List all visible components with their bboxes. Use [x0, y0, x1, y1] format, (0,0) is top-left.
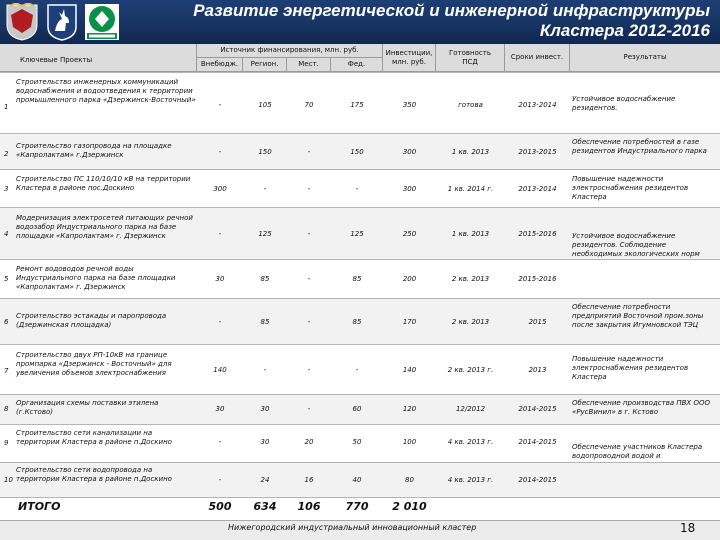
result-text: Устойчивое водоснабжение резидентов. Соблюдение необходимых экологических норм: [572, 232, 700, 258]
project-name: Строительство сети водопровода на территории Кластера в районе п.Доскино: [16, 466, 172, 483]
terms-value: 2014-2015: [518, 476, 557, 484]
title-line-1: Развитие энергетической и инженерной инфраструктуры: [193, 1, 710, 20]
table-row: [0, 133, 720, 169]
local-value: -: [307, 230, 311, 238]
federal-value: -: [355, 185, 359, 193]
row-number: 8: [4, 405, 9, 413]
page-title: [193, 1, 710, 41]
result-text: Повышение надежности электроснабжения резидентов Кластера: [572, 355, 689, 381]
terms-header: Сроки инвест.: [505, 44, 570, 72]
federal-header: Фед.: [331, 58, 383, 72]
coat-of-arms-icon: [4, 3, 40, 41]
terms-value: 2013-2014: [518, 101, 557, 109]
regional-value: 85: [260, 275, 270, 283]
federal-value: 50: [352, 438, 362, 446]
extrabudget-value: 140: [213, 366, 227, 374]
terms-value: 2015: [528, 318, 547, 326]
total-local: 106: [297, 500, 321, 513]
row-number: 6: [4, 318, 9, 326]
result-text: Обеспечение потребностей в газе резидентов Индустриального парка: [572, 138, 707, 155]
page-number: 18: [680, 521, 696, 535]
extrabudget-value: -: [218, 101, 222, 109]
project-name: Строительство сети канализации на территории Кластера в районе п.Доскино: [16, 429, 172, 446]
federal-value: -: [355, 366, 359, 374]
federal-value: 150: [350, 148, 364, 156]
project-name: Ремонт водоводов речной воды Индустриального парка на базе площадки «Капролактам» г. Дзержинск: [16, 265, 176, 291]
psd-value: 12/2012: [455, 405, 486, 413]
result-text: Обеспечение производства ПВХ ООО «РусВинил» в г. Кстово: [572, 399, 710, 416]
terms-value: 2013-2014: [518, 185, 557, 193]
row-number: 1: [4, 103, 9, 111]
results-header: Результаты: [570, 44, 720, 72]
total-regional: 634: [253, 500, 277, 513]
regional-value: 150: [258, 148, 272, 156]
extrabudget-value: -: [218, 230, 222, 238]
investment-value: 250: [402, 230, 417, 238]
extrabudget-value: 30: [215, 275, 225, 283]
psd-header: Готовность ПСД: [436, 44, 505, 72]
projects-header: [0, 44, 197, 72]
funding-source-header: Источник финансирования, млн. руб.: [197, 44, 383, 58]
row-number: 9: [4, 439, 9, 447]
row-number: 2: [4, 150, 9, 158]
psd-value: 4 кв. 2013 г.: [447, 476, 494, 484]
extrabudget-value: -: [218, 438, 222, 446]
investment-value: 300: [402, 185, 417, 193]
row-number: 7: [4, 367, 9, 375]
project-name: Организация схемы поставки этилена (г.Кстово): [16, 399, 159, 416]
regional-value: 30: [260, 405, 270, 413]
local-value: -: [307, 275, 311, 283]
psd-value: 4 кв. 2013 г.: [447, 438, 494, 446]
regional-value: -: [263, 366, 267, 374]
row-number: 4: [4, 230, 9, 238]
investment-value: 140: [402, 366, 417, 374]
federal-value: 125: [350, 230, 364, 238]
table-row: [0, 394, 720, 424]
terms-value: 2015-2016: [518, 230, 557, 238]
local-value: -: [307, 185, 311, 193]
row-number: 10: [4, 476, 13, 484]
psd-value: 1 кв. 2013: [451, 148, 490, 156]
federal-value: 85: [352, 318, 362, 326]
extrabudget-value: 30: [215, 405, 225, 413]
investment-value: 80: [405, 476, 414, 484]
local-value: -: [307, 318, 311, 326]
extrabudget-value: -: [218, 318, 222, 326]
project-name: Строительство эстакады и паропровода (Дзержинская площадка): [16, 312, 167, 329]
table-row: [0, 298, 720, 344]
regional-value: 85: [260, 318, 270, 326]
project-name: Строительство ПС 110/10/10 кВ на территории Кластера в районе пос.Доскино: [16, 175, 191, 192]
result-text: Устойчивое водоснабжение резидентов.: [572, 95, 676, 112]
total-investment: 2 010: [392, 500, 427, 513]
regional-value: -: [263, 185, 267, 193]
project-name: Модернизация электросетей питающих речной водозабор Индустриального парка на базе площадки «Капролактам» г. Дзержинск: [16, 214, 193, 240]
investment-value: 170: [402, 318, 417, 326]
project-name: Строительство двух РП-10кВ на границе промпарка «Дзержинск - Восточный» для увеличения объемов электроснабжения: [16, 351, 172, 377]
federal-value: 40: [352, 476, 362, 484]
table-row: [0, 259, 720, 298]
deer-logo-icon: [44, 3, 80, 41]
regional-value: 125: [258, 230, 272, 238]
psd-value: 2 кв. 2013: [451, 318, 490, 326]
table-row: [0, 462, 720, 497]
table-row: [0, 72, 720, 133]
psd-value: 2 кв. 2013: [451, 275, 490, 283]
title-banner: [0, 0, 720, 44]
terms-value: 2013-2015: [518, 148, 557, 156]
terms-value: 2015-2016: [518, 275, 557, 283]
local-value: -: [307, 366, 311, 374]
row-number: 3: [4, 185, 9, 193]
terms-value: 2013: [528, 366, 547, 374]
local-value: -: [307, 148, 311, 156]
investment-header: Инвестиции, млн. руб.: [383, 44, 436, 72]
extrabudget-header: Внебюдж.: [197, 58, 243, 72]
table-row: [0, 424, 720, 462]
investment-value: 120: [402, 405, 417, 413]
federal-value: 60: [352, 405, 362, 413]
psd-value: готова: [458, 101, 483, 109]
result-text: Обеспечение потребности предприятий Восточной пром.зоны после закрытия Игумновской ТЭЦ: [572, 303, 704, 329]
psd-value: 1 кв. 2013: [451, 230, 490, 238]
footer-text: Нижегородский индустриальный инновационный кластер: [228, 523, 477, 532]
terms-value: 2014-2015: [518, 405, 557, 413]
extrabudget-value: -: [218, 476, 222, 484]
total-extrabudget: 500: [208, 500, 232, 513]
total-federal: 770: [345, 500, 369, 513]
title-line-2: Кластера 2012-2016: [539, 21, 710, 40]
investment-value: 100: [402, 438, 417, 446]
local-value: 20: [304, 438, 314, 446]
regional-value: 105: [258, 101, 272, 109]
federal-value: 85: [352, 275, 362, 283]
local-value: 70: [304, 101, 314, 109]
investment-value: 350: [402, 101, 417, 109]
regional-header: Регион.: [243, 58, 287, 72]
federal-value: 175: [350, 101, 364, 109]
table-row: [0, 207, 720, 259]
sibur-logo-icon: [84, 3, 120, 41]
projects-header-label: Ключевые Проекты: [20, 56, 93, 64]
investment-value: 200: [402, 275, 417, 283]
project-name: Строительство инженерных коммуникаций водоснабжения и водоотведения к территории промышленного парка «Дзержинск-Восточный»: [16, 78, 196, 104]
local-header: Мест.: [287, 58, 331, 72]
project-name: Строительство газопровода на площадке «Капролактам» г.Дзержинск: [16, 142, 172, 159]
table-row: [0, 344, 720, 394]
psd-value: 1 кв. 2014 г.: [447, 185, 494, 193]
psd-value: 2 кв. 2013 г.: [447, 366, 494, 374]
logo-group: [4, 2, 120, 42]
result-text: Обеспечение участников Кластера водопроводной водой и: [572, 443, 703, 460]
extrabudget-value: -: [218, 148, 222, 156]
row-number: 5: [4, 275, 9, 283]
local-value: -: [307, 405, 311, 413]
regional-value: 24: [260, 476, 270, 484]
terms-value: 2014-2015: [518, 438, 557, 446]
regional-value: 30: [260, 438, 270, 446]
result-text: Повышение надежности электроснабжения резидентов Кластера: [572, 175, 689, 201]
investment-value: 300: [402, 148, 417, 156]
local-value: 16: [304, 476, 314, 484]
total-label: ИТОГО: [18, 500, 61, 513]
table-row: [0, 169, 720, 207]
extrabudget-value: 300: [213, 185, 227, 193]
